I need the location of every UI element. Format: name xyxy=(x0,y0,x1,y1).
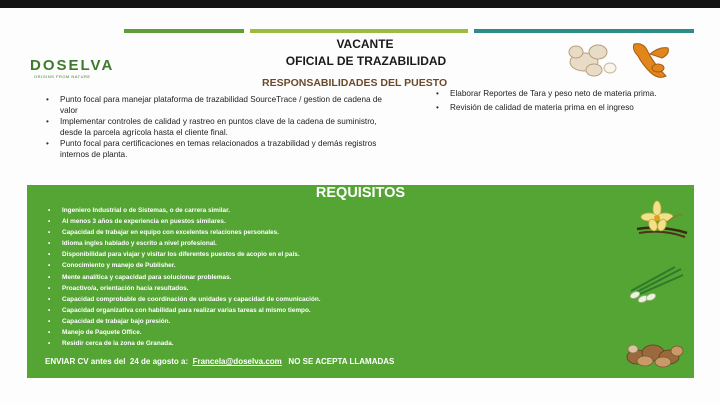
ginger-turmeric-icon xyxy=(562,36,678,86)
vanilla-flower-icon xyxy=(633,199,689,239)
list-item: • Capacidad de trabajar bajo presión. xyxy=(48,316,608,327)
list-item: • Proactivo/a, orientación hacia resultados. xyxy=(48,283,608,294)
email-link[interactable]: Francela@doselva.com xyxy=(192,357,282,366)
list-item: • Capacidad comprobable de coordinación de unidades y capacidad de comunicación. xyxy=(48,294,608,305)
list-item: • Elaborar Reportes de Tara y peso neto de materia prima. xyxy=(436,89,696,100)
responsibilities-heading: RESPONSABILIDADES DEL PUESTO xyxy=(262,77,448,89)
list-item: • Mente analítica y capacidad para solucionar problemas. xyxy=(48,272,608,283)
requirements-list xyxy=(48,205,608,349)
responsibilities-list-right xyxy=(436,89,696,116)
header-stripe-green xyxy=(124,29,244,33)
list-item: • Punto focal para manejar plataforma de trazabilidad SourceTrace / gestion de cadena de valor xyxy=(46,95,396,116)
list-item: • Capacidad de trabajar en equipo con excelentes relaciones personales. xyxy=(48,227,608,238)
top-border xyxy=(0,0,720,8)
list-item: • Idioma ingles hablado y escrito a nivel profesional. xyxy=(48,238,608,249)
vacancy-title: VACANTE xyxy=(336,37,394,51)
contact-suffix: NO SE ACEPTA LLAMADAS xyxy=(281,357,395,366)
list-item: • Conocimiento y manejo de Publisher. xyxy=(48,260,608,271)
doselva-logo xyxy=(30,57,114,79)
requirements-panel xyxy=(27,185,694,378)
requirements-title: REQUISITOS xyxy=(315,185,406,201)
logo-text: DOSELVA xyxy=(30,57,115,74)
list-item: • Al menos 3 años de experiencia en puestos similares. xyxy=(48,216,608,227)
list-item: • Revisión de calidad de materia prima en el ingreso xyxy=(436,103,696,114)
list-item: • Ingeniero Industrial o de Sistemas, o de carrera similar. xyxy=(48,205,608,216)
list-item: • Residir cerca de la zona de Granada. xyxy=(48,338,608,349)
list-item: • Disponibilidad para viajar y visitar los diferentes puestos de acopio en el país. xyxy=(48,249,608,260)
responsibilities-list-left xyxy=(46,95,396,162)
logo-tagline: ORIGINS FROM NATURE xyxy=(34,74,91,79)
spring-onion-icon xyxy=(625,265,685,305)
list-item: • Punto focal para certificaciones en temas relacionados a trazabilidad y demás registros internos de planta. xyxy=(46,139,396,160)
contact-line xyxy=(45,357,394,366)
list-item: • Implementar controles de calidad y rastreo en puntos clave de la cadena de suministro, desde la parcela agrícola hasta el cliente final. xyxy=(46,117,396,138)
header-stripe-lime xyxy=(250,29,468,33)
nuts-pile-icon xyxy=(623,335,687,369)
header-stripe-teal xyxy=(474,29,694,33)
contact-prefix: ENVIAR CV antes del 24 de agosto a: xyxy=(45,357,193,366)
list-item: • Capacidad organizativa con habilidad para realizar varias tareas al mismo tiempo. xyxy=(48,305,608,316)
list-item: • Manejo de Paquete Office. xyxy=(48,327,608,338)
position-title: OFICIAL DE TRAZABILIDAD xyxy=(285,54,447,68)
